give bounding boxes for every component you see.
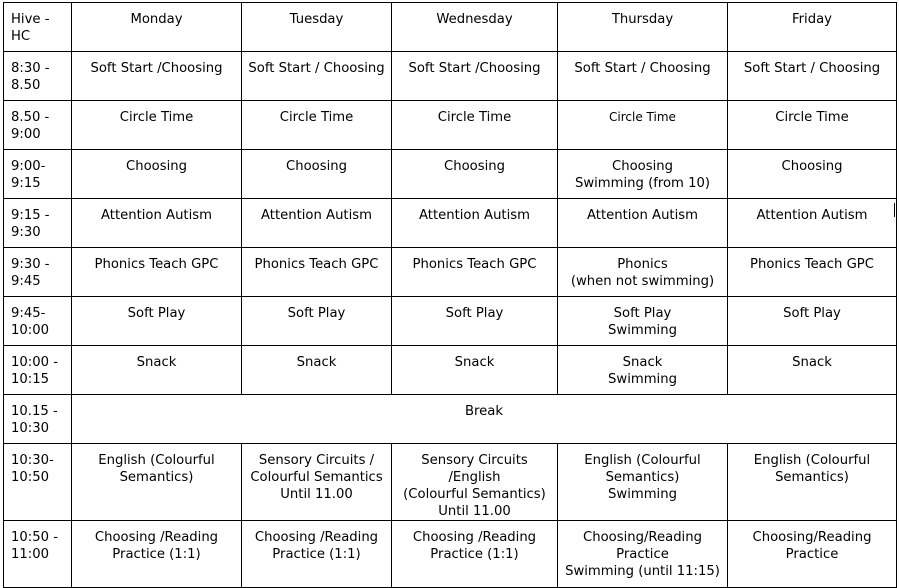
activity-line: Attention Autism	[101, 208, 212, 223]
activity-cell	[242, 101, 392, 150]
activity-cell	[728, 101, 897, 150]
activity-cell	[728, 150, 897, 199]
activity-cell	[392, 297, 558, 346]
table-row	[4, 444, 897, 521]
corner-line: HC	[11, 29, 31, 44]
table-row	[4, 521, 897, 588]
activity-cell	[558, 297, 728, 346]
table-row	[4, 150, 897, 199]
timetable	[3, 2, 897, 588]
activity-line: Choosing /Reading	[412, 530, 537, 545]
time-line: 9:00	[11, 127, 41, 142]
time-line: 9:45-	[11, 306, 46, 321]
activity-cell	[558, 521, 728, 588]
activity-cell	[558, 199, 728, 248]
activity-cell	[728, 297, 897, 346]
activity-line: Sensory Circuits /English	[421, 453, 528, 485]
activity-cell	[72, 521, 242, 588]
time-line: 10:15	[11, 372, 50, 387]
time-line: 9:15	[11, 176, 41, 191]
activity-line: Swimming (from 10)	[574, 176, 711, 191]
day-header-monday: Monday	[72, 3, 242, 52]
activity-cell	[728, 248, 897, 297]
activity-line: Semantics)	[119, 470, 194, 485]
day-header-thursday: Thursday	[558, 3, 728, 52]
activity-line: Soft Play	[287, 306, 346, 321]
activity-cell	[728, 199, 897, 248]
time-line: 9:00-	[11, 159, 46, 174]
activity-line: (when not swimming)	[570, 274, 715, 289]
time-cell	[4, 101, 72, 150]
activity-cell	[72, 52, 242, 101]
header-row	[4, 3, 897, 52]
activity-line: Practice	[785, 547, 839, 562]
activity-line: Semantics)	[775, 470, 849, 485]
table-row	[4, 346, 897, 395]
time-line: 9:30	[11, 225, 41, 240]
activity-line: Circle Time	[609, 110, 676, 124]
activity-line: Phonics	[617, 257, 668, 272]
day-header-wednesday: Wednesday	[392, 3, 558, 52]
time-cell	[4, 297, 72, 346]
corner-cell	[4, 3, 72, 52]
break-cell	[72, 395, 897, 444]
activity-line: Until 11.00	[280, 487, 353, 502]
time-line: 9:45	[11, 274, 41, 289]
activity-line: Practice	[616, 547, 669, 562]
break-label: Break	[464, 404, 503, 419]
activity-cell	[392, 521, 558, 588]
activity-line: English (Colourful	[753, 453, 871, 468]
activity-line: Circle Time	[279, 110, 354, 125]
day-header-friday: Friday	[728, 3, 897, 52]
time-cell	[4, 521, 72, 588]
activity-cell	[392, 346, 558, 395]
table-row	[4, 199, 897, 248]
activity-cell	[728, 444, 897, 521]
time-line: 9:30 -	[11, 257, 50, 272]
table-row	[4, 297, 897, 346]
time-cell	[4, 52, 72, 101]
time-line: 8.50 -	[11, 110, 50, 125]
activity-cell	[72, 444, 242, 521]
activity-line: Choosing	[781, 159, 843, 174]
activity-line: English (Colourful	[98, 453, 215, 468]
activity-line: Soft Play	[613, 306, 672, 321]
activity-line: (Colourful Semantics)	[403, 487, 546, 502]
text-cursor-mark	[894, 203, 895, 217]
activity-line: Soft Start / Choosing	[743, 61, 881, 76]
time-line: 10:30	[11, 421, 50, 436]
activity-cell	[242, 297, 392, 346]
activity-line: Circle Time	[119, 110, 194, 125]
activity-line: Practice (1:1)	[272, 547, 361, 562]
activity-line: Swimming (until 11:15)	[565, 564, 720, 579]
activity-cell	[242, 521, 392, 588]
activity-line: Phonics Teach GPC	[94, 257, 219, 272]
time-line: 10:50 -	[11, 530, 58, 545]
activity-line: Choosing	[126, 159, 187, 174]
activity-cell	[242, 346, 392, 395]
activity-line: Soft Play	[127, 306, 186, 321]
activity-line: Until 11.00	[438, 504, 511, 519]
activity-line: Soft Play	[783, 306, 841, 321]
activity-line: English (Colourful	[584, 453, 701, 468]
time-line: 10:00 -	[11, 355, 58, 370]
activity-cell	[728, 521, 897, 588]
activity-cell	[242, 52, 392, 101]
activity-line: Circle Time	[437, 110, 512, 125]
activity-line: Snack	[792, 355, 832, 370]
activity-line: Snack	[296, 355, 337, 370]
corner-line: Hive -	[11, 12, 50, 27]
activity-line: Soft Start / Choosing	[248, 61, 385, 76]
activity-line: Practice (1:1)	[112, 547, 201, 562]
time-cell	[4, 395, 72, 444]
activity-line: Choosing /Reading	[254, 530, 379, 545]
activity-line: Phonics Teach GPC	[412, 257, 537, 272]
activity-cell	[558, 248, 728, 297]
activity-cell	[392, 150, 558, 199]
activity-cell	[242, 199, 392, 248]
activity-line: Snack	[622, 355, 663, 370]
activity-line: Swimming	[608, 372, 677, 387]
table-row	[4, 248, 897, 297]
activity-line: Soft Play	[445, 306, 504, 321]
activity-cell	[558, 346, 728, 395]
activity-cell	[558, 101, 728, 150]
activity-cell	[72, 248, 242, 297]
time-line: 10:00	[11, 323, 50, 338]
time-cell	[4, 346, 72, 395]
activity-line: Phonics Teach GPC	[750, 257, 874, 272]
activity-cell	[72, 150, 242, 199]
activity-line: Snack	[136, 355, 177, 370]
activity-line: Attention Autism	[756, 208, 868, 223]
activity-cell	[392, 444, 558, 521]
activity-line: Attention Autism	[587, 208, 698, 223]
activity-cell	[392, 101, 558, 150]
activity-cell	[72, 199, 242, 248]
time-line: 10:50	[11, 470, 50, 485]
activity-cell	[242, 150, 392, 199]
activity-line: Swimming	[608, 487, 677, 502]
activity-line: Soft Start /Choosing	[408, 61, 541, 76]
activity-cell	[392, 52, 558, 101]
activity-cell	[728, 346, 897, 395]
table-row	[4, 101, 897, 150]
day-header-tuesday: Tuesday	[242, 3, 392, 52]
activity-cell	[558, 52, 728, 101]
activity-cell	[392, 248, 558, 297]
activity-line: Phonics Teach GPC	[254, 257, 379, 272]
activity-line: Sensory Circuits /	[258, 453, 375, 468]
activity-cell	[72, 346, 242, 395]
activity-cell	[242, 444, 392, 521]
time-line: 9:15 -	[11, 208, 50, 223]
activity-line: Semantics)	[605, 470, 680, 485]
time-line: 8.50	[11, 78, 41, 93]
activity-line: Choosing/Reading	[583, 530, 702, 545]
time-cell	[4, 248, 72, 297]
time-cell	[4, 199, 72, 248]
activity-line: Soft Start / Choosing	[574, 61, 711, 76]
activity-line: Attention Autism	[261, 208, 372, 223]
activity-line: Snack	[454, 355, 495, 370]
activity-line: Choosing	[612, 159, 673, 174]
activity-line: Circle Time	[775, 110, 849, 125]
table-row	[4, 395, 897, 444]
activity-cell	[728, 52, 897, 101]
time-line: 10:30-	[11, 453, 54, 468]
activity-cell	[72, 297, 242, 346]
time-cell	[4, 150, 72, 199]
activity-line: Choosing	[286, 159, 347, 174]
time-line: 8:30 -	[11, 61, 50, 76]
activity-line: Attention Autism	[419, 208, 530, 223]
activity-line: Swimming	[608, 323, 677, 338]
time-cell	[4, 444, 72, 521]
time-line: 11:00	[11, 547, 50, 562]
activity-line: Soft Start /Choosing	[90, 61, 223, 76]
activity-cell	[72, 101, 242, 150]
time-line: 10.15 -	[11, 404, 58, 419]
activity-line: Practice (1:1)	[430, 547, 519, 562]
activity-cell	[558, 150, 728, 199]
activity-line: Colourful Semantics	[250, 470, 383, 485]
activity-cell	[392, 199, 558, 248]
activity-line: Choosing /Reading	[94, 530, 219, 545]
activity-cell	[242, 248, 392, 297]
table-row	[4, 52, 897, 101]
activity-line: Choosing/Reading	[752, 530, 872, 545]
activity-cell	[558, 444, 728, 521]
activity-line: Choosing	[444, 159, 505, 174]
